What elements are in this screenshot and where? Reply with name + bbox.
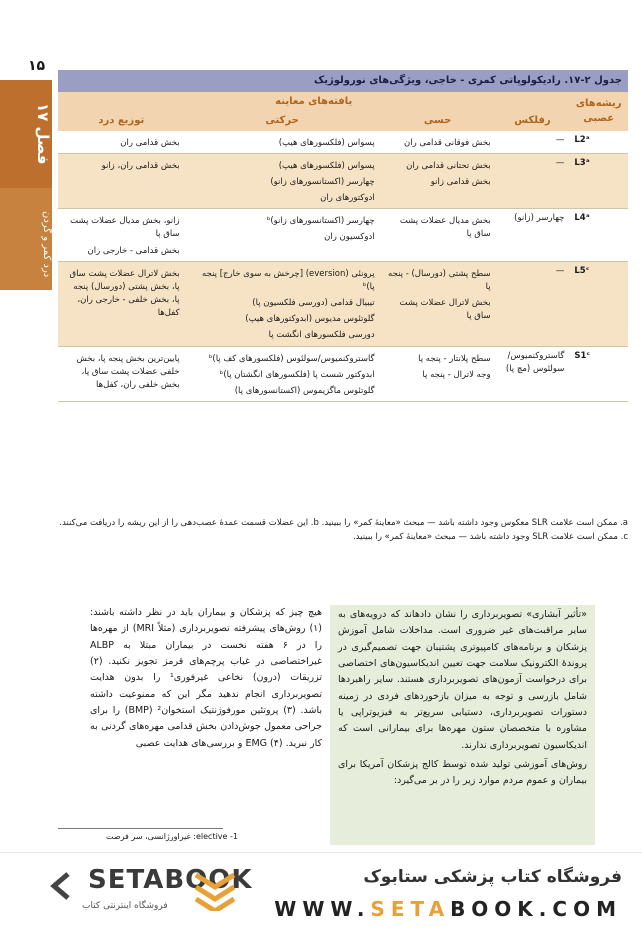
cell-motor-line: پسواس (فلکسورهای هیپ) (278, 137, 375, 148)
cell-motor (185, 153, 380, 209)
header-pain: توزیع درد (58, 111, 185, 131)
cell-motor (185, 131, 380, 154)
cell-sensory (380, 261, 496, 346)
shop-url[interactable] (274, 897, 622, 921)
chapter-tab (0, 80, 52, 290)
cell-pain-line: پایین‌ترین بخش پنجه پا، بخش خلفی عضلات پشت ساق پا، بخش خلفی ران، کفل‌ها (76, 353, 180, 390)
cell-motor-line: ابدوکتور شست پا (فلکسورهای انگشتان پا)ᵇ (219, 369, 375, 380)
book-stack-icon (192, 867, 238, 911)
table-row (58, 261, 628, 346)
brand-logo[interactable] (30, 861, 253, 919)
cell-motor (185, 346, 380, 402)
cell-sensory-line: بخش لاترال عضلات پشت ساق پا (399, 298, 491, 322)
table-caption: جدول ۲-۱۷. رادیکولوپاتی کمری - خاجی، ویژگی‌های نورولوژیک (58, 70, 628, 92)
cell-motor-line: تیبیال قدامی (دورسی فلکسیون پا) (252, 298, 375, 309)
cell-reflex: — (496, 261, 570, 346)
chapter-label: فصل ۱۷ (34, 103, 52, 165)
cell-motor-line: چهارسر (اکستانسورهای زانو)ᵇ (266, 216, 375, 227)
cell-root: L3ᵃ (569, 153, 628, 209)
cell-sensory-line: سطح پشتی (دورسال) - پنجه پا (388, 268, 491, 292)
cell-reflex: چهارسر (زانو) (496, 209, 570, 262)
table-body (58, 131, 628, 402)
cell-pain (58, 346, 185, 402)
cell-root: L5ᶜ (569, 261, 628, 346)
cell-sensory-line: وجه لاترال - پنجه پا (422, 369, 491, 380)
cell-reflex: — (496, 153, 570, 209)
cell-sensory (380, 346, 496, 402)
cell-motor-line: ادوکتورهای ران (320, 193, 375, 204)
cell-pain (58, 209, 185, 262)
paragraph-cascade: «تأثیر آبشاری» تصویربرداری را نشان دادهاند که درویه‌های به سایر مراقبت‌های غیر ضروری است. مداخلات شامل آموزش پزشکان و برنامه‌های کامپیوتری پشتیبان جهت تصمیم‌گیری در پروندهٔ الکترونیک سلامت جهت تعیین اندیکاسیون‌های اختصاصی برای درخواست آزمون‌های تصویربرداری هستند. سایر راهبردها شامل بازرسی و توجه به میزان بازخوردهای فردی در زمینه دستورات تصویربرداری، دستیابی سریع‌تر به فیزیوتراپی یا مشاوره با متخصصان ستون مهره‌ها برای بیمارانی است که اندیکاسیون تصویربرداری ندارند. (338, 609, 587, 751)
header-motor: حرکتی (185, 111, 380, 131)
cell-motor-line: گاستروکنمیوس/سولئوس (فلکسورهای کف پا)ᵇ (208, 353, 375, 364)
cell-pain-line: بخش قدامی ران (120, 137, 180, 148)
url-prefix: WWW. (274, 897, 371, 921)
header-reflex: رفلکس (496, 111, 570, 131)
section-label: درد کمر و گردن (41, 210, 52, 278)
highlight-box (330, 605, 595, 845)
url-accent: SETA (370, 897, 451, 921)
cell-sensory (380, 131, 496, 154)
table-row (58, 209, 628, 262)
cell-pain-line: بخش قدامی ران، زانو (101, 160, 180, 171)
cell-pain (58, 261, 185, 346)
cell-pain-line: زانو، بخش مدیال عضلات پشت ساق پا (70, 216, 180, 240)
paragraph-acp: روش‌های آموزشی تولید شده توسط کالج پزشکان آمریکا برای بیماران و عموم مردم موارد زیر را در بر می‌گیرد: (338, 758, 587, 787)
table-row (58, 153, 628, 209)
cell-pain-line: بخش قدامی - خارجی ران (87, 245, 180, 256)
footnote: 1- elective: غیراورژانسی، سر فرصت (105, 832, 238, 841)
cell-motor-line: گلوتئوس مدیوس (ابدوکتورهای هیپ) (245, 314, 375, 325)
cell-reflex: — (496, 131, 570, 154)
cell-pain-line: بخش لاترال عضلات پشت ساق پا، بخش پشتی (دورسال) پنجه پا، بخش خلفی - خارجی ران، کفل‌ها (69, 268, 180, 319)
cell-motor-line: گلوتئوس ماگزیموس (اکستانسورهای پا) (234, 385, 375, 396)
cell-reflex: گاستروکنمیوس/ سولئوس (مچ پا) (496, 346, 570, 402)
footnote-divider (58, 828, 223, 829)
cell-sensory-line: سطح پلانتار - پنجه پا (418, 353, 491, 364)
chevron-icon (48, 871, 76, 901)
paragraph-recommendations: هیچ چیز که پزشکان و بیماران باید در نظر داشته باشند: (۱) روش‌های پیشرفته تصویربرداری (مثلاً MRI) از مهره‌ها را در ۶ هفته نخست در بیماران مبتلا به ALBP غیراختصاصی در غیاب پرچم‌های قرمز تجویز نکنید. (۲) تزریقات (درون) نخاعی غیرفوری¹ را بدون هدایت تصویربرداری انجام ندهید مگر این که ممنوعیت داشته باشد. (۳) پروتئین مورفوژنتیک استخوان² (BMP) را برای جراحی معمول جوش‌دادن بخش قدامی مهره‌های گردنی به کار نبرید. (۴) EMG و بررسی‌های هدایت عصبی (90, 607, 323, 749)
shop-title: فروشگاه کتاب پزشکی ستابوک (363, 867, 622, 887)
header-findings: یافته‌های معاینه (58, 92, 569, 112)
cell-root: L4ᵃ (569, 209, 628, 262)
cell-motor-line: ادوکسیون ران (324, 232, 375, 243)
text-column (90, 605, 322, 755)
cell-sensory-line: بخش تحتانی قدامی ران (406, 160, 491, 171)
cell-motor (185, 209, 380, 262)
cell-sensory (380, 153, 496, 209)
table-row (58, 346, 628, 402)
cell-motor-line: دورسی فلکسورهای انگشت پا (268, 330, 375, 341)
cell-sensory-line: بخش قدامی زانو (430, 176, 491, 187)
neuro-table (58, 70, 628, 402)
cell-root: L2ᵃ (569, 131, 628, 154)
cell-sensory (380, 209, 496, 262)
url-suffix: BOOK.COM (450, 897, 622, 921)
cell-motor-line: پرونئی (eversion) [چرخش به سوی خارج] پنجه پا)ᵇ (202, 268, 375, 292)
cell-sensory-line: بخش مدیال عضلات پشت ساق پا (399, 216, 491, 240)
note-a: a. ممکن است علامت SLR معکوس وجود داشته باشد — مبحث «معاینهٔ کمر» را ببینید. b. این عضلات قسمت عمدهٔ عصب‌دهی را از این ریشه را دریافت می‌کنند. (59, 518, 628, 528)
page-number: ۱۵ (28, 58, 46, 74)
header-roots: ریشه‌های عصبی (569, 92, 628, 131)
store-banner (0, 852, 642, 927)
cell-motor-line: پسواس (فلکسورهای هیپ) (278, 160, 375, 171)
brand-name: SETABOOK (88, 865, 253, 895)
header-sensory: حسی (380, 111, 496, 131)
cell-motor (185, 261, 380, 346)
cell-root: S1ᶜ (569, 346, 628, 402)
note-c: c. ممکن است علامت SLR وجود داشته باشد — مبحث «معاینهٔ کمر» را ببینید. (352, 532, 628, 543)
cell-sensory-line: بخش فوقانی قدامی ران (403, 137, 491, 148)
cell-pain (58, 153, 185, 209)
cell-pain (58, 131, 185, 154)
table-notes (58, 516, 628, 545)
table-row (58, 131, 628, 154)
brand-tagline: فروشگاه اینترنتی کتاب (82, 901, 168, 911)
cell-motor-line: چهارسر (اکستانسورهای زانو) (270, 176, 375, 187)
